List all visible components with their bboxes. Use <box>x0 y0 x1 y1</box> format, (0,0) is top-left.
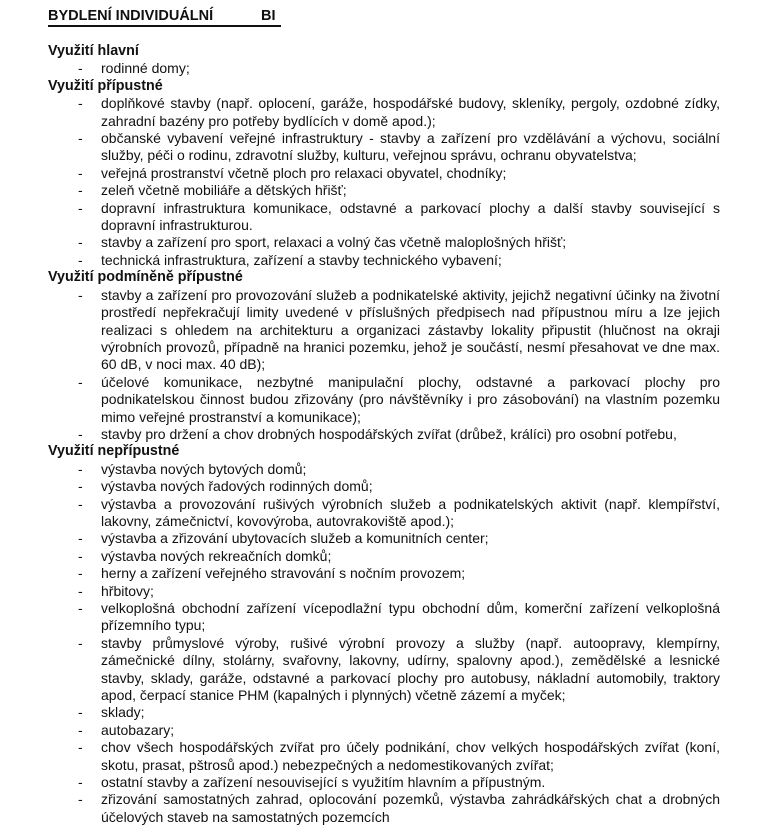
dash-bullet-icon: - <box>78 425 83 442</box>
list-item-text: výstavba nových bytových domů; <box>101 460 307 477</box>
list-item <box>48 739 720 774</box>
list-item <box>48 565 720 582</box>
section-heading: Využití podmíněně přípustné <box>48 269 243 286</box>
zone-code: BI <box>261 8 276 24</box>
dash-bullet-icon: - <box>78 286 83 303</box>
list-item <box>48 478 720 495</box>
section-main-use <box>48 43 720 78</box>
list-item-text: výstavba a provozování rušivých výrobních služeb a podnikatelských aktivit (např. klempířství, lakovny, zámečnictví, kovovýroba, autovrakoviště apod.); <box>101 495 720 529</box>
list-item-text: účelové komunikace, nezbytné manipulační plochy, odstavné a parkovací plochy pro podnikatelskou činnost budou zřizovány (pro návštěvníky i pro zásobování) na vlastním pozemku mimo veřejné prostranství a komunikace); <box>101 373 720 425</box>
section-heading: Využití hlavní <box>48 43 139 59</box>
section-item-list <box>48 60 720 77</box>
section-heading: Využití přípustné <box>48 77 163 94</box>
dash-bullet-icon: - <box>78 530 83 547</box>
list-item-text: zeleň včetně mobiliáře a dětských hřišť; <box>101 182 347 199</box>
list-item <box>48 130 720 165</box>
dash-bullet-icon: - <box>78 478 83 495</box>
list-item-text: technická infrastruktura, zařízení a stavby technického vybavení; <box>101 251 502 268</box>
section-conditional-use <box>48 269 720 443</box>
list-item-text: stavby a zařízení pro sport, relaxaci a volný čas včetně maloplošných hřišť; <box>101 234 567 251</box>
dash-bullet-icon: - <box>78 182 83 199</box>
dash-bullet-icon: - <box>78 251 83 268</box>
sections-container <box>48 43 720 826</box>
list-item-text: stavby a zařízení pro provozování služeb a podnikatelské aktivity, jejichž negativní účinky na životní prostředí nepřekračují limity uvedené v příslušných předpisech nad přípustnou míru a lze jejich realizaci s ohledem na architekturu a organizaci zástavby lokality připustit (hlučnost na okraji výrobních provozů, případně na hranici pozemku, jehož je součástí, nesmí přesahovat ve dne max. 60 dB, v noci max. 40 dB); <box>101 286 720 373</box>
list-item <box>48 722 720 739</box>
dash-bullet-icon: - <box>78 95 83 112</box>
dash-bullet-icon: - <box>78 704 83 721</box>
dash-bullet-icon: - <box>78 634 83 651</box>
dash-bullet-icon: - <box>78 234 83 251</box>
list-item-text: stavby průmyslové výroby, rušivé výrobní provozy a služby (např. autoopravy, klempírny, zámečnické dílny, stolárny, svařovny, lakovny, udírny, spalovny apod.), zemědělské a lesnické stavby, sklady, garáže, odstavné a parkovací plochy pro autobusy, nákladní automobily, traktory apod, čerpací stanice PHM (kapalných i plynných) včetně zázemí a myček; <box>101 634 720 704</box>
dash-bullet-icon: - <box>78 582 83 599</box>
list-item <box>48 95 720 130</box>
list-item-text: doplňkové stavby (např. oplocení, garáže, hospodářské budovy, skleníky, pergoly, ozdobné zídky, zahradní bazény pro potřeby bydlících v domě apod.); <box>101 95 720 129</box>
list-item-text: hřbitovy; <box>101 582 154 599</box>
section-heading: Využití nepřípustné <box>48 443 180 460</box>
list-item <box>48 461 720 478</box>
list-item <box>48 704 720 721</box>
dash-bullet-icon: - <box>78 199 83 216</box>
list-item-text: ostatní stavby a zařízení nesouvisející s využitím hlavním a přípustným. <box>101 774 546 791</box>
dash-bullet-icon: - <box>78 373 83 390</box>
dash-bullet-icon: - <box>78 791 83 808</box>
list-item-text: výstavba nových rekreačních domků; <box>101 547 332 564</box>
list-item <box>48 287 720 374</box>
list-item <box>48 234 720 251</box>
document-page <box>48 7 720 826</box>
list-item <box>48 530 720 547</box>
list-item <box>48 182 720 199</box>
list-item <box>48 496 720 531</box>
dash-bullet-icon: - <box>78 495 83 512</box>
list-item-text: herny a zařízení veřejného stravování s nočním provozem; <box>101 565 466 582</box>
list-item-text: veřejná prostranství včetně ploch pro relaxaci obyvatel, chodníky; <box>101 164 507 181</box>
list-item-text: sklady; <box>101 704 145 721</box>
dash-bullet-icon: - <box>78 130 83 147</box>
list-item-text: rodinné domy; <box>101 60 190 77</box>
dash-bullet-icon: - <box>78 739 83 756</box>
dash-bullet-icon: - <box>78 774 83 791</box>
list-item-text: velkoplošná obchodní zařízení vícepodlažní typu obchodní dům, komerční zařízení velkoplošná přízemního typu; <box>101 600 720 634</box>
dash-bullet-icon: - <box>78 460 83 477</box>
list-item <box>48 583 720 600</box>
page-title <box>48 7 281 27</box>
list-item-text: chov všech hospodářských zvířat pro účely podnikání, chov velkých hospodářských zvířat (koní, skotu, prasat, pštrosů apod.) nebezpečných a nedomestikovaných zvířat; <box>101 739 720 773</box>
list-item <box>48 635 720 705</box>
list-item-text: autobazary; <box>101 721 175 738</box>
section-permitted-use <box>48 78 720 269</box>
list-item-text: výstavba a zřizování ubytovacích služeb a komunitních center; <box>101 530 489 547</box>
list-item-text: zřizování samostatných zahrad, oplocování pozemků, výstavba zahrádkářských chat a drobných účelových staveb na samostatných pozemcích <box>101 791 720 825</box>
list-item <box>48 774 720 791</box>
title-text: BYDLENÍ INDIVIDUÁLNÍ <box>48 8 214 24</box>
list-item <box>48 426 720 443</box>
list-item-text: výstavba nových řadových rodinných domů; <box>101 478 373 495</box>
dash-bullet-icon: - <box>78 547 83 564</box>
list-item <box>48 600 720 635</box>
list-item <box>48 791 720 826</box>
section-prohibited-use <box>48 443 720 826</box>
dash-bullet-icon: - <box>78 60 83 77</box>
dash-bullet-icon: - <box>78 721 83 738</box>
dash-bullet-icon: - <box>78 565 83 582</box>
list-item <box>48 252 720 269</box>
section-item-list <box>48 287 720 444</box>
section-item-list <box>48 461 720 826</box>
list-item <box>48 60 720 77</box>
list-item-text: dopravní infrastruktura komunikace, odstavné a parkovací plochy a další stavby související s dopravní infrastrukturou. <box>101 199 720 234</box>
list-item <box>48 200 720 235</box>
section-item-list <box>48 95 720 269</box>
list-item-text: stavby pro držení a chov drobných hospodářských zvířat (drůbež, králíci) pro osobní potřebu, <box>101 425 677 442</box>
dash-bullet-icon: - <box>78 600 83 616</box>
list-item-text: občanské vybavení veřejné infrastruktury - stavby a zařízení pro vzdělávání a výchovu, sociální služby, péči o rodinu, zdravotní služby, kulturu, veřejnou správu, ochranu obyvatelstva; <box>101 130 720 164</box>
list-item <box>48 165 720 182</box>
list-item <box>48 548 720 565</box>
list-item <box>48 374 720 426</box>
dash-bullet-icon: - <box>78 164 83 181</box>
